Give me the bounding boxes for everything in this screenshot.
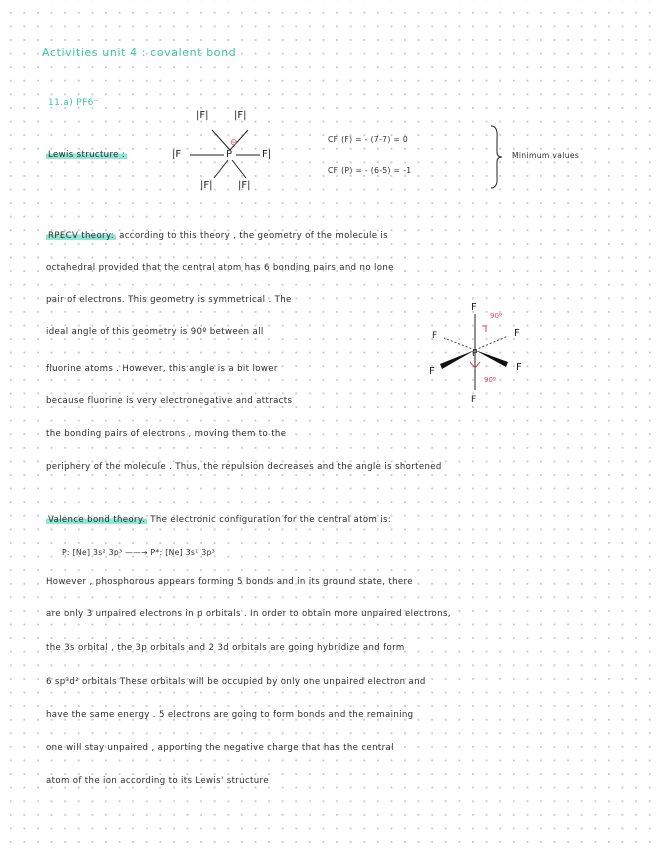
angle-label-top: 90º <box>490 312 503 320</box>
rpecv-paragraph-line-3: pair of electrons. This geometry is symmetrical . The <box>46 295 292 305</box>
rpecv-paragraph-line-2: octahedral provided that the central atom has 6 bonding pairs and no lone <box>46 263 394 273</box>
page-title: Activities unit 4 : covalent bond <box>42 46 237 59</box>
valence-paragraph-line-7: one will stay unpaired , apporting the negative charge that has the central <box>46 743 394 753</box>
brace-icon <box>488 124 504 190</box>
angle-label-bottom: 90º <box>484 376 497 384</box>
rpecv-paragraph-line-8: periphery of the molecule . Thus, the repulsion decreases and the angle is shortened <box>46 462 442 472</box>
octahedral-geometry-diagram <box>420 298 530 406</box>
atom-f-bottom: F <box>471 395 477 405</box>
valence-paragraph-line-4: the 3s orbital , the 3p orbitals and 2 3d orbitals are going hybridize and form <box>46 643 405 653</box>
rpecv-paragraph-line-7: the bonding pairs of electrons , moving them to the <box>46 429 287 439</box>
bond-hashed-right <box>475 336 508 350</box>
lewis-f-right: F| <box>262 149 272 160</box>
valence-paragraph-line-5: 6 sp³d² orbitals These orbitals will be occupied by only one unpaired electron and <box>46 677 426 687</box>
lewis-f-top-left: |F| <box>196 110 209 121</box>
lewis-central-p: P <box>226 149 233 160</box>
electron-configuration: P: [Ne] 3s² 3p³ ——→ P*: [Ne] 3s¹ 3p³ <box>62 548 216 557</box>
minimum-values-note: Minimum values <box>512 151 580 160</box>
lewis-label: Lewis structure : <box>48 150 126 160</box>
atom-f-top: F <box>471 302 477 313</box>
angle-mark-top <box>482 326 486 332</box>
valence-paragraph-line-1: Valence bond theory. The electronic configuration for the central atom is: <box>48 515 392 525</box>
lewis-charge: ⊖ <box>230 138 238 148</box>
formal-charge-f: CF (F) = - (7-7) = 0 <box>328 135 409 144</box>
bond-top-left <box>212 130 230 150</box>
valence-paragraph-line-6: have the same energy . 5 electrons are going to form bonds and the remaining <box>46 710 414 720</box>
bond-hashed-left <box>444 338 475 350</box>
lewis-f-bottom-left: |F| <box>200 180 213 191</box>
atom-f-back-left: F <box>432 331 438 341</box>
valence-paragraph-line-3: are only 3 unpaired electrons in p orbitals . In order to obtain more unpaired electrons, <box>46 609 451 619</box>
bond-wedge-right <box>475 350 508 367</box>
atom-f-front-left: F <box>429 366 435 377</box>
lewis-f-bottom-right: |F| <box>238 180 251 191</box>
bond-bottom-right <box>232 160 246 178</box>
formal-charge-p: CF (P) = - (6-5) = -1 <box>328 166 412 175</box>
atom-p-center: P <box>472 349 478 359</box>
lewis-f-top-right: |F| <box>234 110 247 121</box>
question-label: 11.a) PF6⁻ <box>48 98 99 108</box>
rpecv-paragraph-line-5: fluorine atoms . However, this angle is a bit lower <box>46 364 278 374</box>
lewis-f-left: |F <box>172 149 182 160</box>
valence-paragraph-line-8: atom of the ion according to its Lewis' structure <box>46 776 269 786</box>
bond-bottom-left <box>214 160 228 178</box>
rpecv-label: RPECV theory: <box>48 231 114 241</box>
bond-wedge-left <box>440 350 475 369</box>
rpecv-paragraph-line-1: RPECV theory: according to this theory , the geometry of the molecule is <box>48 231 388 241</box>
rpecv-paragraph-line-4: ideal angle of this geometry is 90º between all <box>46 327 264 337</box>
atom-f-front-right: F <box>516 362 522 373</box>
atom-f-back-right: F <box>514 328 520 339</box>
valence-label: Valence bond theory. <box>48 515 146 525</box>
valence-paragraph-line-2: However , phosphorous appears forming 5 bonds and in its ground state, there <box>46 577 413 587</box>
rpecv-paragraph-line-6: because fluorine is very electronegative and attracts <box>46 396 293 406</box>
